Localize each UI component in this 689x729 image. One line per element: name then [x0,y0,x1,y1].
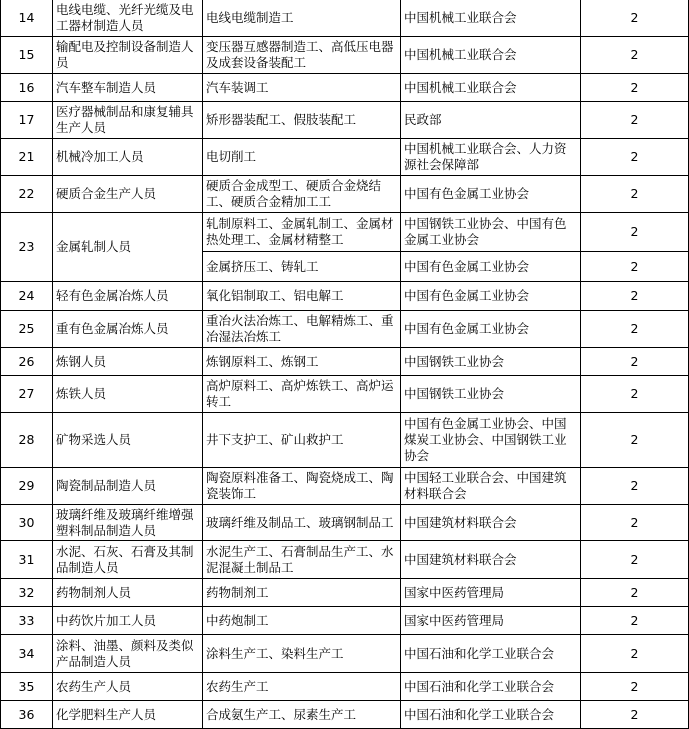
table-row [1,673,689,701]
table-row [1,348,689,376]
level-cell: 2 [581,252,689,282]
row-number: 32 [1,579,53,607]
organization-cell: 民政部 [401,102,581,139]
category-cell: 炼钢人员 [53,348,203,376]
category-cell: 电线电缆、光纤光缆及电工器材制造人员 [53,0,203,37]
level-cell: 2 [581,413,689,468]
occupations-cell: 合成氨生产工、尿素生产工 [203,701,401,729]
level-cell: 2 [581,213,689,252]
row-number: 36 [1,701,53,729]
organization-cell: 中国有色金属工业协会 [401,252,581,282]
organization-cell: 中国机械工业联合会 [401,0,581,37]
level-cell: 2 [581,176,689,213]
row-number: 31 [1,541,53,579]
occupations-cell: 中药炮制工 [203,607,401,635]
level-cell: 2 [581,348,689,376]
table-row [1,74,689,102]
organization-cell: 国家中医药管理局 [401,607,581,635]
table-row [1,282,689,311]
row-number: 22 [1,176,53,213]
organization-cell: 中国石油和化学工业联合会 [401,635,581,673]
occupations-cell: 金属挤压工、铸轧工 [203,252,401,282]
organization-cell: 中国钢铁工业协会、中国有色金属工业协会 [401,213,581,252]
row-number: 24 [1,282,53,311]
category-cell: 水泥、石灰、石膏及其制品制造人员 [53,541,203,579]
category-cell: 药物制剂人员 [53,579,203,607]
row-number: 29 [1,468,53,505]
level-cell: 2 [581,37,689,74]
level-cell: 2 [581,673,689,701]
category-cell: 轻有色金属冶炼人员 [53,282,203,311]
organization-cell: 中国建筑材料联合会 [401,505,581,541]
category-cell: 医疗器械制品和康复辅具生产人员 [53,102,203,139]
table-row [1,468,689,505]
organization-cell: 中国机械工业联合会 [401,74,581,102]
level-cell: 2 [581,468,689,505]
level-cell: 2 [581,541,689,579]
organization-cell: 中国有色金属工业协会、中国煤炭工业协会、中国钢铁工业协会 [401,413,581,468]
level-cell: 2 [581,102,689,139]
table-row [1,579,689,607]
level-cell: 2 [581,505,689,541]
occupations-cell: 水泥生产工、石膏制品生产工、水泥混凝土制品工 [203,541,401,579]
level-cell: 2 [581,635,689,673]
row-number: 33 [1,607,53,635]
category-cell: 化学肥料生产人员 [53,701,203,729]
occupations-cell: 炼钢原料工、炼钢工 [203,348,401,376]
level-cell: 2 [581,607,689,635]
occupations-cell: 重冶火法冶炼工、电解精炼工、重冶湿法冶炼工 [203,311,401,348]
occupations-cell: 氧化铝制取工、铝电解工 [203,282,401,311]
row-number: 21 [1,139,53,176]
occupations-cell: 变压器互感器制造工、高低压电器及成套设备装配工 [203,37,401,74]
table-row [1,102,689,139]
row-number: 16 [1,74,53,102]
occupations-cell: 玻璃纤维及制品工、玻璃钢制品工 [203,505,401,541]
category-cell: 金属轧制人员 [53,213,203,282]
table-row [1,0,689,37]
category-cell: 涂料、油墨、颜料及类似产品制造人员 [53,635,203,673]
organization-cell: 国家中医药管理局 [401,579,581,607]
table-row [1,139,689,176]
category-cell: 机械冷加工人员 [53,139,203,176]
occupations-cell: 高炉原料工、高炉炼铁工、高炉运转工 [203,376,401,413]
category-cell: 炼铁人员 [53,376,203,413]
level-cell: 2 [581,701,689,729]
organization-cell: 中国建筑材料联合会 [401,541,581,579]
table-row [1,505,689,541]
row-number: 15 [1,37,53,74]
occupations-cell: 井下支护工、矿山救护工 [203,413,401,468]
level-cell: 2 [581,579,689,607]
table-row [1,37,689,74]
level-cell: 2 [581,282,689,311]
level-cell: 2 [581,74,689,102]
organization-cell: 中国石油和化学工业联合会 [401,673,581,701]
row-number: 34 [1,635,53,673]
organization-cell: 中国有色金属工业协会 [401,311,581,348]
organization-cell: 中国机械工业联合会、人力资源社会保障部 [401,139,581,176]
row-number: 23 [1,213,53,282]
table-row [1,311,689,348]
table-row [1,213,689,252]
level-cell: 2 [581,311,689,348]
occupations-cell: 电切削工 [203,139,401,176]
table-row [1,376,689,413]
organization-cell: 中国钢铁工业协会 [401,348,581,376]
row-number: 26 [1,348,53,376]
row-number: 27 [1,376,53,413]
row-number: 25 [1,311,53,348]
level-cell: 2 [581,376,689,413]
table-row [1,413,689,468]
organization-cell: 中国有色金属工业协会 [401,282,581,311]
organization-cell: 中国有色金属工业协会 [401,176,581,213]
table-row [1,635,689,673]
table-row [1,176,689,213]
organization-cell: 中国机械工业联合会 [401,37,581,74]
category-cell: 中药饮片加工人员 [53,607,203,635]
category-cell: 陶瓷制品制造人员 [53,468,203,505]
level-cell: 2 [581,139,689,176]
row-number: 30 [1,505,53,541]
table-row [1,701,689,729]
occupations-cell: 药物制剂工 [203,579,401,607]
occupations-cell: 矫形器装配工、假肢装配工 [203,102,401,139]
occupations-cell: 农药生产工 [203,673,401,701]
table-row [1,607,689,635]
occupations-cell: 电线电缆制造工 [203,0,401,37]
category-cell: 重有色金属冶炼人员 [53,311,203,348]
category-cell: 农药生产人员 [53,673,203,701]
row-number: 14 [1,0,53,37]
organization-cell: 中国钢铁工业协会 [401,376,581,413]
row-number: 17 [1,102,53,139]
level-cell: 2 [581,0,689,37]
occupations-cell: 硬质合金成型工、硬质合金烧结工、硬质合金精加工工 [203,176,401,213]
occupations-cell: 轧制原料工、金属轧制工、金属材热处理工、金属材精整工 [203,213,401,252]
table-row [1,541,689,579]
category-cell: 输配电及控制设备制造人员 [53,37,203,74]
organization-cell: 中国轻工业联合会、中国建筑材料联合会 [401,468,581,505]
category-cell: 硬质合金生产人员 [53,176,203,213]
category-cell: 汽车整车制造人员 [53,74,203,102]
occupations-cell: 陶瓷原料准备工、陶瓷烧成工、陶瓷装饰工 [203,468,401,505]
organization-cell: 中国石油和化学工业联合会 [401,701,581,729]
category-cell: 矿物采选人员 [53,413,203,468]
category-cell: 玻璃纤维及玻璃纤维增强塑料制品制造人员 [53,505,203,541]
occupations-cell: 汽车装调工 [203,74,401,102]
row-number: 28 [1,413,53,468]
occupations-cell: 涂料生产工、染料生产工 [203,635,401,673]
row-number: 35 [1,673,53,701]
